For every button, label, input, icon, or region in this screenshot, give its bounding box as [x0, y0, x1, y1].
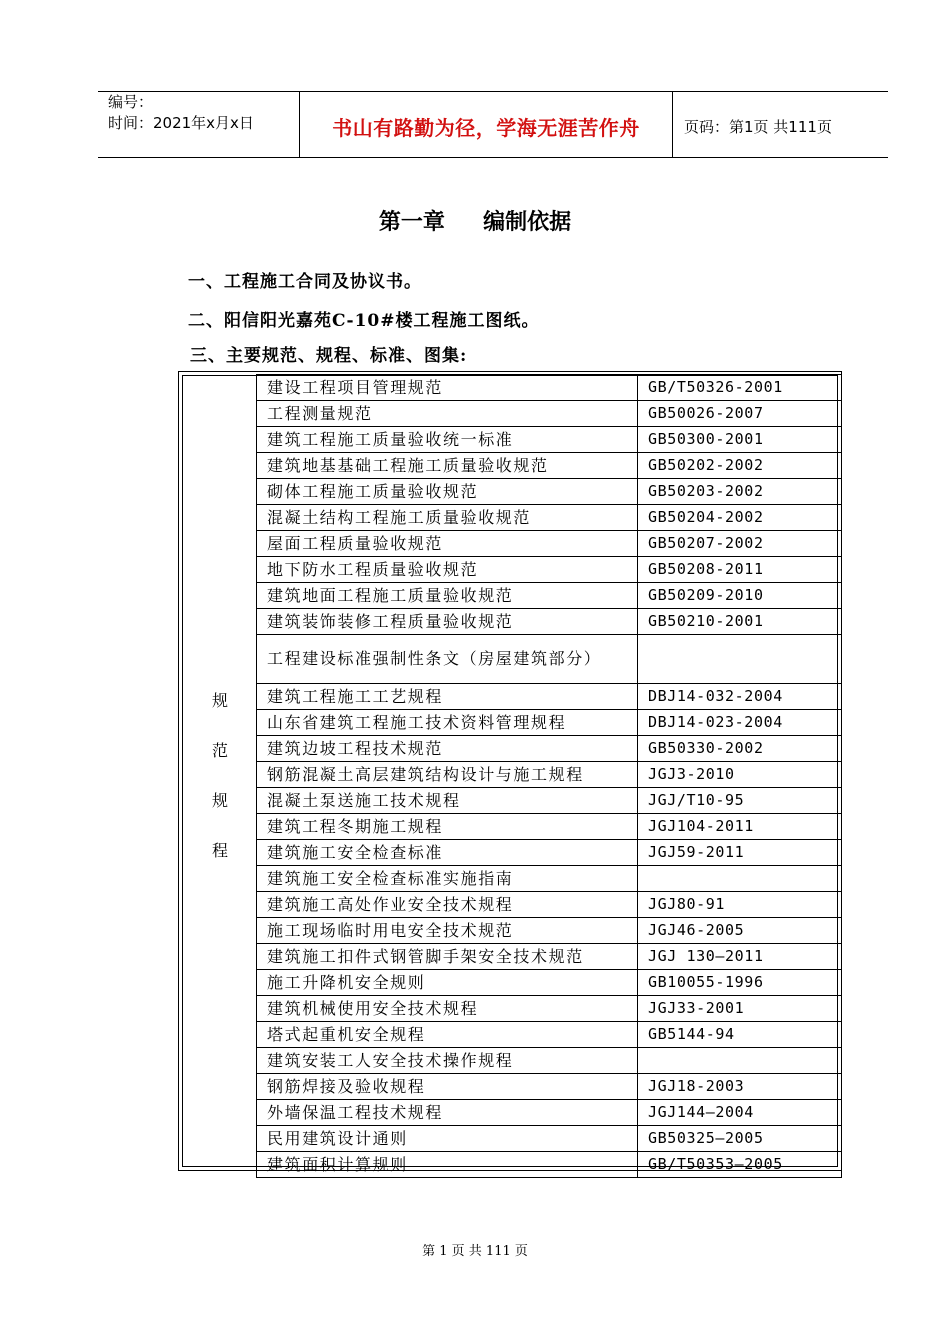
- table-row: [257, 1100, 842, 1126]
- standard-name: 建筑边坡工程技术规范: [257, 736, 638, 762]
- standard-name: 地下防水工程质量验收规范: [257, 557, 638, 583]
- standard-code: GB50202-2002: [638, 453, 842, 479]
- standard-code: JGJ104-2011: [638, 814, 842, 840]
- standard-name: 屋面工程质量验收规范: [257, 531, 638, 557]
- table-row: [257, 866, 842, 892]
- chapter-title: 第一章 编制依据: [378, 209, 572, 235]
- standard-code: [638, 1048, 842, 1074]
- standard-name: 外墙保温工程技术规程: [257, 1100, 638, 1126]
- standard-name: 建筑装饰装修工程质量验收规范: [257, 609, 638, 635]
- standard-code: DBJ14-032-2004: [638, 684, 842, 710]
- standard-name: 塔式起重机安全规程: [257, 1022, 638, 1048]
- standard-name: 施工升降机安全规则: [257, 970, 638, 996]
- header-page-indicator: 页码：第1页 共111页: [684, 118, 832, 136]
- section-standards: 三、主要规范、规程、标准、图集:: [190, 346, 468, 366]
- section-drawings: 二、阳信阳光嘉苑C-10#楼工程施工图纸。: [188, 311, 540, 331]
- category-char: 规: [211, 791, 228, 810]
- table-row: [257, 814, 842, 840]
- standard-name: 建筑面积计算规则: [257, 1152, 638, 1178]
- standard-code: JGJ144—2004: [638, 1100, 842, 1126]
- standard-code: [638, 866, 842, 892]
- document-number-label: 编号：: [108, 93, 154, 111]
- table-row: [257, 970, 842, 996]
- table-row: [257, 427, 842, 453]
- standard-name: 民用建筑设计通则: [257, 1126, 638, 1152]
- table-row: [257, 736, 842, 762]
- standard-code: GB50209-2010: [638, 583, 842, 609]
- document-time-label: 时间：2021年x月x日: [108, 114, 254, 132]
- standard-code: GB/T50353—2005: [638, 1152, 842, 1178]
- standard-name: 工程建设标准强制性条文（房屋建筑部分）: [257, 635, 638, 684]
- standard-name: 建筑施工安全检查标准实施指南: [257, 866, 638, 892]
- standard-code: JGJ18-2003: [638, 1074, 842, 1100]
- table-row: [257, 401, 842, 427]
- standard-code: DBJ14-023-2004: [638, 710, 842, 736]
- standard-name: 建设工程项目管理规范: [257, 375, 638, 401]
- standard-name: 砌体工程施工质量验收规范: [257, 479, 638, 505]
- standard-code: JGJ80-91: [638, 892, 842, 918]
- table-row: [257, 531, 842, 557]
- table-row: [257, 944, 842, 970]
- table-row: [257, 557, 842, 583]
- table-row: [257, 840, 842, 866]
- standard-code: GB50300-2001: [638, 427, 842, 453]
- standard-code: JGJ33-2001: [638, 996, 842, 1022]
- standards-table-body: [257, 375, 842, 1178]
- table-row: [257, 583, 842, 609]
- table-row: [257, 918, 842, 944]
- standard-name: 建筑施工高处作业安全技术规程: [257, 892, 638, 918]
- standard-code: GB50207-2002: [638, 531, 842, 557]
- standard-name: 混凝土结构工程施工质量验收规范: [257, 505, 638, 531]
- table-row: [257, 1022, 842, 1048]
- standard-code: JGJ 130—2011: [638, 944, 842, 970]
- standard-name: 建筑工程冬期施工规程: [257, 814, 638, 840]
- standard-code: JGJ59-2011: [638, 840, 842, 866]
- standard-code: JGJ3-2010: [638, 762, 842, 788]
- standard-code: GB50325—2005: [638, 1126, 842, 1152]
- table-row: [257, 375, 842, 401]
- standard-code: JGJ/T10-95: [638, 788, 842, 814]
- table-row: [257, 996, 842, 1022]
- table-row: [257, 479, 842, 505]
- standard-code: GB50210-2001: [638, 609, 842, 635]
- category-label: [205, 688, 235, 888]
- standard-code: GB50330-2002: [638, 736, 842, 762]
- standard-name: 钢筋混凝土高层建筑结构设计与施工规程: [257, 762, 638, 788]
- table-row: [257, 892, 842, 918]
- section-contract: 一、工程施工合同及协议书。: [188, 272, 422, 292]
- standard-name: 建筑工程施工工艺规程: [257, 684, 638, 710]
- standard-name: 混凝土泵送施工技术规程: [257, 788, 638, 814]
- category-char: 范: [211, 741, 228, 760]
- header-bottom-rule: [98, 157, 888, 158]
- standard-name: 建筑工程施工质量验收统一标准: [257, 427, 638, 453]
- table-row: [257, 1152, 842, 1178]
- table-row: [257, 505, 842, 531]
- standard-name: 建筑施工扣件式钢管脚手架安全技术规范: [257, 944, 638, 970]
- page-footer: 第 1 页 共 111 页: [422, 1244, 528, 1259]
- table-row: [257, 1126, 842, 1152]
- table-row: [257, 788, 842, 814]
- standard-name: 山东省建筑工程施工技术资料管理规程: [257, 710, 638, 736]
- table-row: [257, 609, 842, 635]
- category-char: 规: [211, 691, 228, 710]
- standard-name: 钢筋焊接及验收规程: [257, 1074, 638, 1100]
- standard-code: GB/T50326-2001: [638, 375, 842, 401]
- standard-name: 建筑机械使用安全技术规程: [257, 996, 638, 1022]
- standard-code: [638, 635, 842, 684]
- standard-code: GB50203-2002: [638, 479, 842, 505]
- standard-code: JGJ46-2005: [638, 918, 842, 944]
- table-row: [257, 1074, 842, 1100]
- table-row: [257, 1048, 842, 1074]
- table-row: [257, 453, 842, 479]
- header-divider-right: [672, 91, 673, 157]
- standard-name: 建筑施工安全检查标准: [257, 840, 638, 866]
- table-row: [257, 762, 842, 788]
- standard-code: GB50026-2007: [638, 401, 842, 427]
- table-row: [257, 710, 842, 736]
- standard-name: 建筑安装工人安全技术操作规程: [257, 1048, 638, 1074]
- standard-code: GB50208-2011: [638, 557, 842, 583]
- standards-table: [256, 374, 842, 1178]
- standard-name: 施工现场临时用电安全技术规范: [257, 918, 638, 944]
- table-row: [257, 635, 842, 684]
- standard-code: GB50204-2002: [638, 505, 842, 531]
- standard-name: 工程测量规范: [257, 401, 638, 427]
- category-char: 程: [211, 841, 228, 860]
- standard-code: GB5144-94: [638, 1022, 842, 1048]
- table-row: [257, 684, 842, 710]
- standard-name: 建筑地面工程施工质量验收规范: [257, 583, 638, 609]
- standard-code: GB10055-1996: [638, 970, 842, 996]
- header-meta: [108, 92, 254, 134]
- header-motto: 书山有路勤为径，学海无涯苦作舟: [332, 116, 640, 140]
- standard-name: 建筑地基基础工程施工质量验收规范: [257, 453, 638, 479]
